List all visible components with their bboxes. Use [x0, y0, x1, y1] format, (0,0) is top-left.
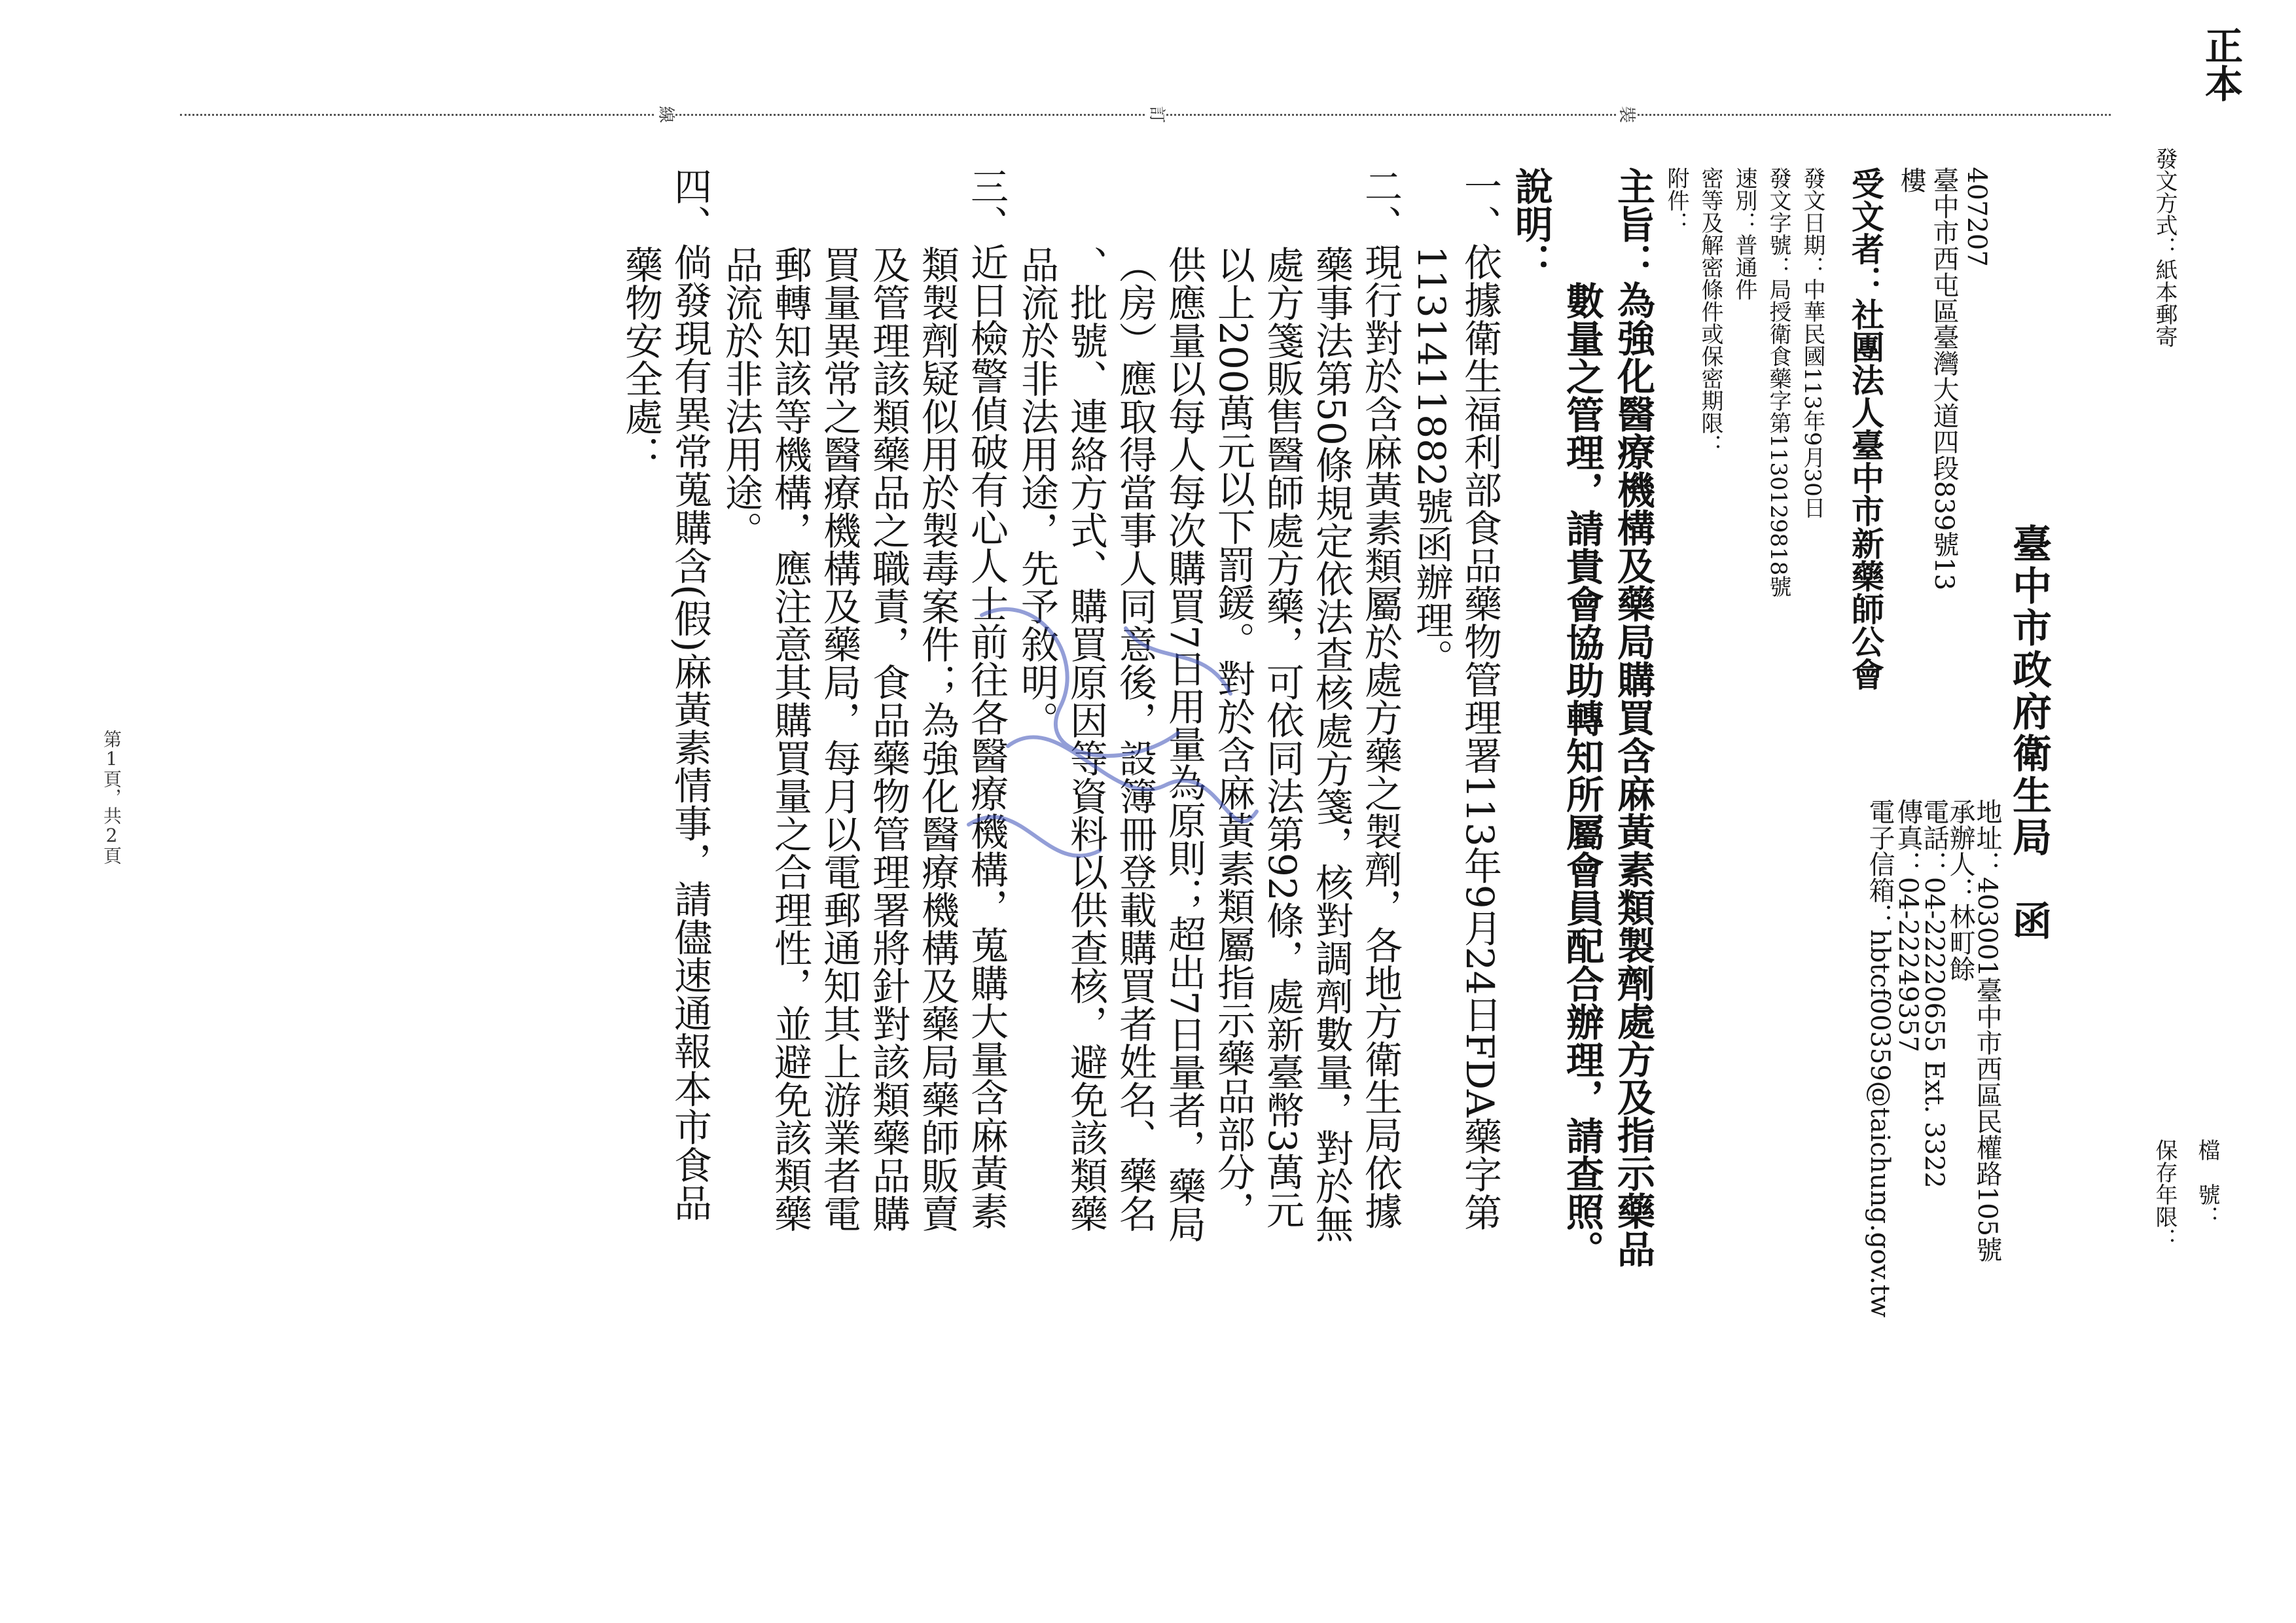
explanation-line: 供應量以每人每次購買7日用量為原則；超出7日量者，藥局 — [1162, 245, 1206, 1243]
binding-mark-zhuang: 裝 — [1617, 103, 1636, 126]
explanation-line: 品流於非法用途。 — [719, 245, 763, 549]
explanation-line: 二、現行對於含麻黃素類屬於處方藥之製劑，各地方衛生局依據 — [1358, 167, 1403, 1230]
recipient-address-line2: 樓 — [1896, 167, 1926, 193]
explanation-heading: 說明： — [1509, 167, 1553, 281]
explanation-line: 以上200萬元以下罰鍰。對於含麻黃素類屬指示藥品部分， — [1211, 245, 1255, 1229]
explanation-line: 藥事法第50條規定依法查核處方箋，核對調劑數量，對於無 — [1309, 245, 1354, 1243]
subject-line-1: 主旨：為強化醫療機構及藥局購買含麻黃素類製劑處方及指示藥品 — [1611, 167, 1655, 1268]
explanation-line: 買量異常之醫療機構及藥局，每月以電郵通知其上游業者電 — [817, 245, 861, 1232]
contact-person: 承辦人：林町餘 — [1945, 798, 1975, 982]
file-number-label: 檔 號： — [2194, 1139, 2220, 1228]
security-level: 密等及解密條件或保密期限： — [1697, 167, 1723, 456]
copy-type-label: 正本 — [2198, 26, 2243, 102]
explanation-line: 1131411882號函辦理。 — [1409, 245, 1454, 677]
explanation-line: 藥物安全處： — [619, 245, 663, 473]
page-number: 第1頁，共2頁 — [101, 730, 122, 865]
explanation-line: 處方箋販售醫師處方藥，可依同法第92條，處新臺幣3萬元 — [1260, 245, 1304, 1229]
document-title: 臺中市政府衛生局 函 — [2006, 524, 2052, 942]
retention-label: 保存年限： — [2151, 1139, 2178, 1250]
binding-mark-xian: 線 — [656, 103, 675, 126]
explanation-line: 類製劑疑似用於製毒案件；為強化醫療機構及藥局藥師販賣 — [915, 245, 960, 1232]
subject-line-2: 數量之管理，請貴會協助轉知所屬會員配合辦理，請查照。 — [1560, 281, 1604, 1268]
document-number: 發文字號：局授衛食藥字第1130129818號 — [1765, 167, 1791, 598]
explanation-line: （房）應取得當事人同意後，設簿冊登載購買者姓名、藥名 — [1113, 245, 1157, 1232]
recipient-name: 受文者：社團法人臺中市新藥師公會 — [1846, 167, 1885, 690]
binding-line — [180, 114, 2111, 116]
delivery-speed: 速別：普通件 — [1731, 167, 1757, 300]
phone-number: 電話：04-22220655 Ext. 3322 — [1919, 798, 1949, 1188]
issue-date: 發文日期：中華民國113年9月30日 — [1799, 167, 1825, 519]
email-address: 電子信箱：hbtcf00359@taichung.gov.tw — [1865, 798, 1895, 1318]
send-method: 發文方式：紙本郵寄 — [2151, 147, 2178, 348]
recipient-postcode: 407207 — [1962, 167, 1992, 267]
explanation-line: 四、倘發現有異常蒐購含(假)麻黃素情事，請儘速通報本市食品 — [668, 167, 712, 1222]
explanation-line: 郵轉知該等機構，應注意其購買量之合理性，並避免該類藥 — [768, 245, 812, 1232]
binding-mark-ding: 訂 — [1147, 103, 1166, 126]
explanation-line: 及管理該類藥品之職責，食品藥物管理署將針對該類藥品購 — [866, 245, 910, 1232]
explanation-line: 、批號、連絡方式、購買原因等資料以供查核，避免該類藥 — [1064, 245, 1108, 1232]
explanation-line: 三、近日檢警偵破有心人士前往各醫療機構，蒐購大量含麻黃素 — [964, 167, 1009, 1230]
sender-address: 地址：403001臺中市西區民權路105號 — [1972, 798, 2002, 1263]
explanation-line: 一、依據衛生福利部食品藥物管理署113年9月24日FDA藥字第 — [1458, 167, 1502, 1232]
attachment-label: 附件： — [1663, 167, 1689, 234]
recipient-address-line1: 臺中市西屯區臺灣大道四段839號13 — [1929, 167, 1959, 591]
explanation-line: 品流於非法用途，先予敘明。 — [1014, 245, 1059, 739]
fax-number: 傳真：04-22249357 — [1893, 798, 1923, 1053]
